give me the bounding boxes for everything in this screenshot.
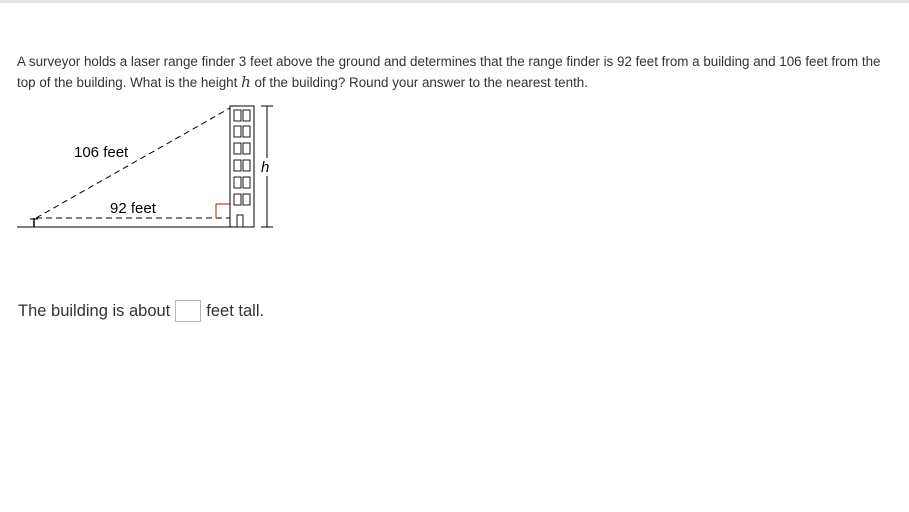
answer-prefix: The building is about — [18, 301, 171, 320]
question-text-part-1: A surveyor holds a laser range finder 3 feet above the ground and determines that the range finder is 92 feet from a building and 106 feet from the top of the building. What is the height — [17, 54, 881, 90]
right-angle-marker — [216, 204, 230, 218]
height-variable: h — [241, 73, 251, 91]
diagram-svg — [14, 100, 284, 235]
question-text — [17, 52, 897, 93]
window — [234, 143, 241, 154]
top-divider — [0, 0, 909, 3]
answer-line — [18, 298, 264, 324]
answer-input[interactable] — [175, 300, 201, 322]
window — [243, 177, 250, 188]
window — [243, 194, 250, 205]
window — [243, 126, 250, 137]
window — [234, 126, 241, 137]
base-label: 92 feet — [110, 200, 156, 217]
answer-suffix: feet tall. — [206, 301, 265, 320]
building-diagram — [14, 100, 284, 235]
height-label: h — [261, 159, 270, 176]
door — [237, 215, 243, 227]
window — [234, 110, 241, 121]
window — [243, 160, 250, 171]
hypotenuse-label: 106 feet — [74, 144, 129, 161]
window — [234, 160, 241, 171]
window — [243, 110, 250, 121]
window — [234, 177, 241, 188]
window — [243, 143, 250, 154]
question-text-part-2: of the building? Round your answer to the nearest tenth. — [250, 75, 588, 90]
window — [234, 194, 241, 205]
